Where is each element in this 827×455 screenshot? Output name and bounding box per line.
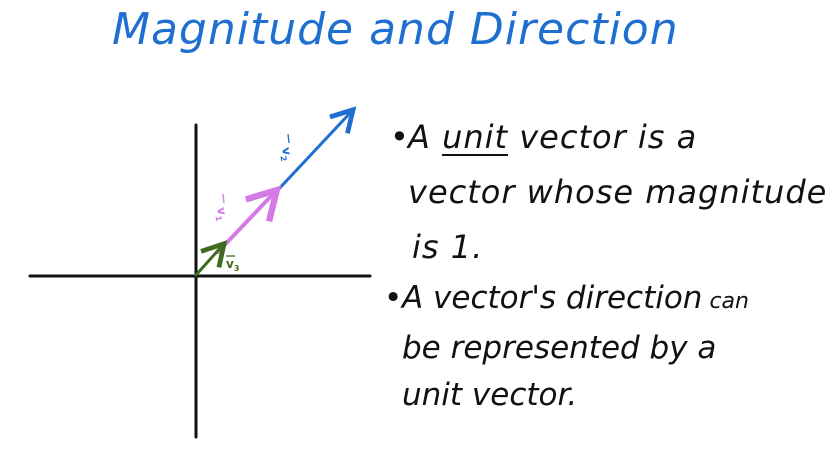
bullet-direction xyxy=(384,275,777,419)
vector-v3-arrow xyxy=(196,246,222,275)
vector-v1-arrow xyxy=(218,193,274,252)
vector-v2-label xyxy=(277,146,295,162)
v1-notation-arrow-icon xyxy=(223,194,224,203)
page-title: Magnitude and Direction xyxy=(112,4,679,55)
bullet1-line2: vector whose magnitude xyxy=(408,173,827,211)
bullet-dot-icon: • xyxy=(390,118,410,156)
vector-v3-label xyxy=(226,257,239,273)
v2-notation-arrow-icon xyxy=(288,134,289,143)
bullet-unit-vector xyxy=(390,110,827,275)
svg-text:v3: $v_3$ xyxy=(226,257,240,273)
bullet2-line1: A vector's direction can xyxy=(402,280,749,316)
svg-text:v1: $v_1$ xyxy=(213,206,230,223)
vector-v1-label xyxy=(212,206,230,222)
underlined-unit: unit xyxy=(442,118,509,156)
bullet-dot-icon: • xyxy=(384,280,403,316)
bullet2-line2: be represented by a xyxy=(402,330,717,366)
bullet1-line3: is 1. xyxy=(412,228,484,266)
svg-text:v2: $v_2$ xyxy=(278,146,295,163)
bullet2-line3: unit vector. xyxy=(402,377,578,413)
bullet1-line1: A unit vector is a xyxy=(408,118,698,156)
